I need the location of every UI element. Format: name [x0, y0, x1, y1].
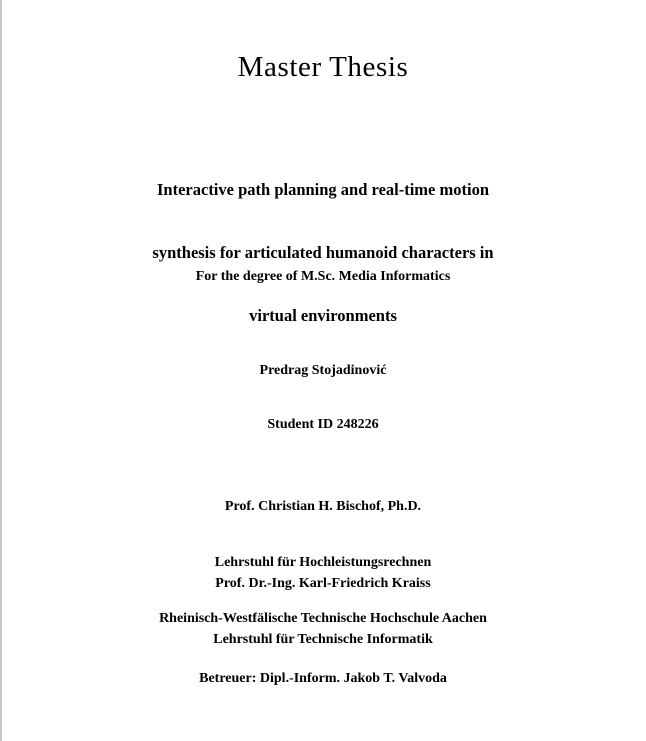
first-examiner-name: Prof. Christian H. Bischof, Ph.D. — [224, 499, 422, 514]
author-student-id: Student ID 248226 — [267, 417, 379, 432]
second-examiner-chair: Lehrstuhl für Technische Informatik — [213, 631, 433, 647]
author-block — [0, 326, 646, 470]
university-name: Rheinisch-Westfälische Technische Hochschule Aachen — [159, 611, 487, 626]
thesis-subtitle-line-2: synthesis for articulated humanoid characters in — [152, 243, 494, 262]
thesis-subtitle-line-3: virtual environments — [249, 306, 397, 325]
author-name: Predrag Stojadinović — [259, 363, 387, 378]
degree-statement: For the degree of M.Sc. Media Informatics — [195, 269, 451, 284]
advisor-line: Betreuer: Dipl.-Inform. Jakob T. Valvoda — [199, 671, 447, 686]
first-examiner-chair: Lehrstuhl für Hochleistungsrechnen — [214, 554, 432, 570]
second-examiner-name: Prof. Dr.-Ing. Karl-Friedrich Kraiss — [215, 576, 431, 591]
thesis-title: Master Thesis — [237, 51, 409, 83]
thesis-subtitle-line-1: Interactive path planning and real-time motion — [157, 180, 489, 199]
